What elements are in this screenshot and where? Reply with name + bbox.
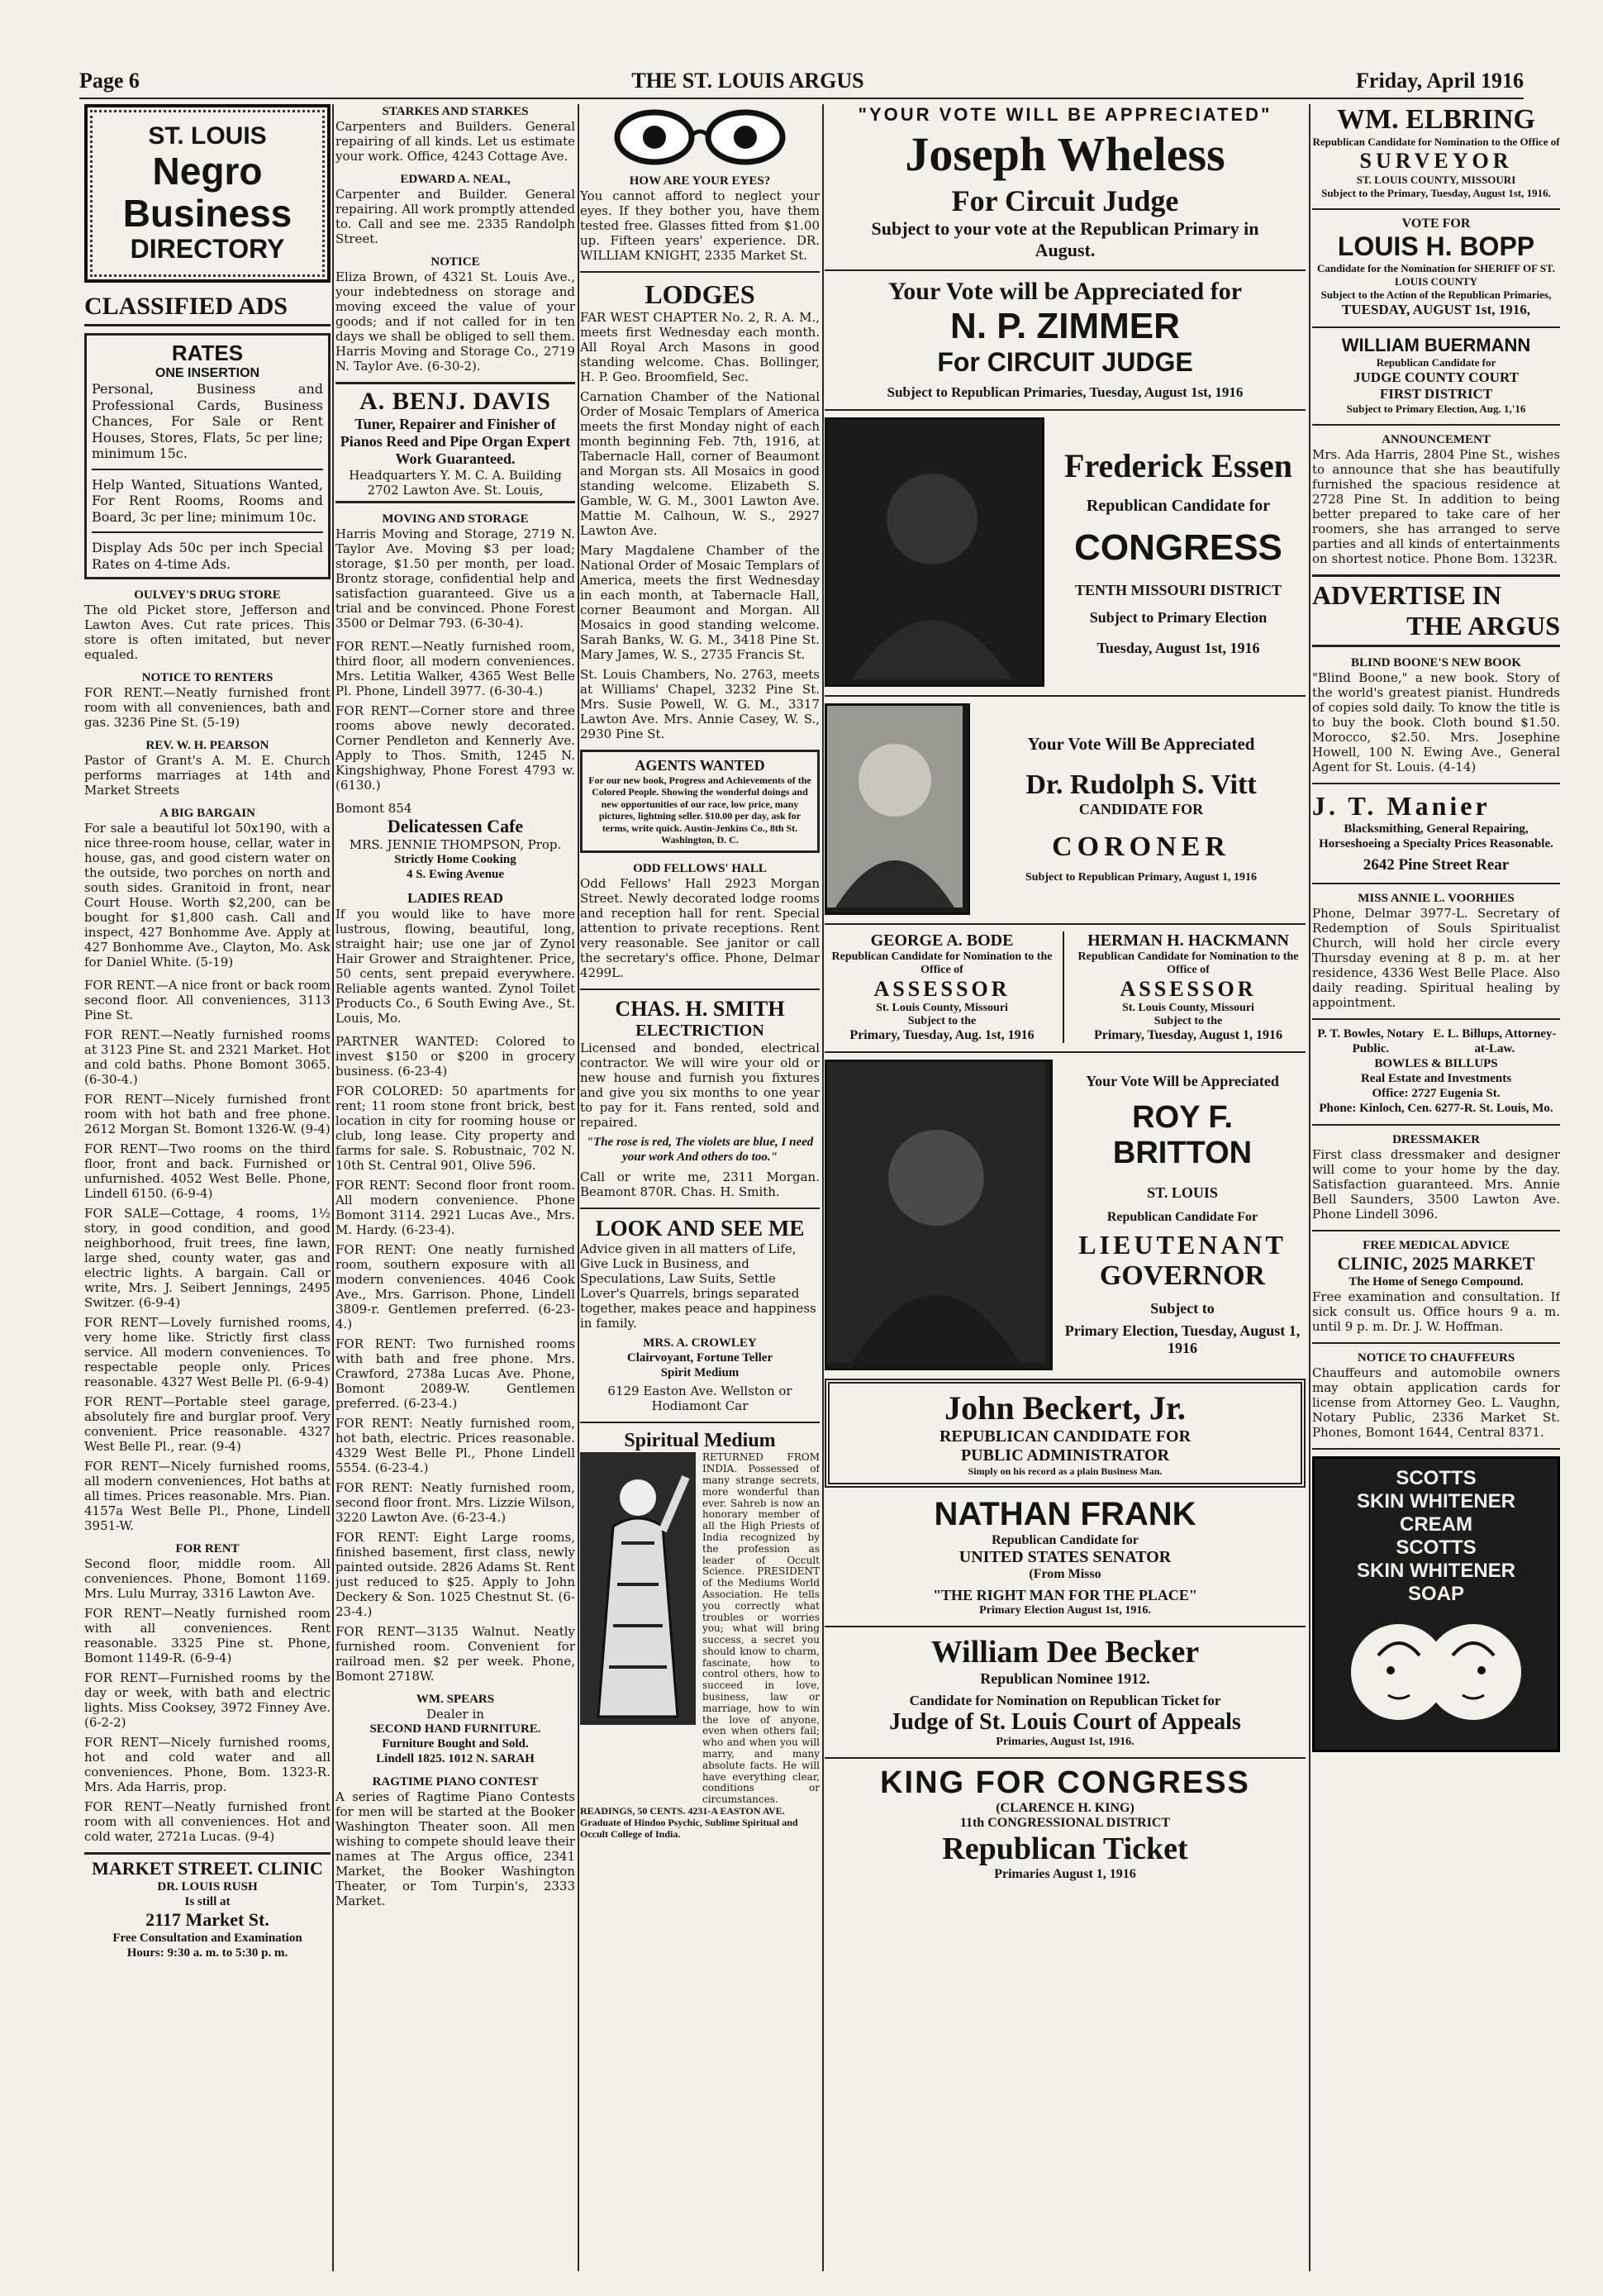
column-rule: [1309, 104, 1310, 2271]
essen-ad: [825, 417, 1306, 687]
paper-name: THE ST. LOUIS ARGUS: [631, 69, 864, 93]
britton-office-1: LIEUTENANT: [1078, 1229, 1287, 1260]
list-item: FOR RENT.—Neatly furnished room, third floor, all modern conveniences. Mrs. Letitia Walker, 4365 West Belle Pl. Phone, Lindell 3977. (6-30-4.): [335, 639, 575, 698]
smith-text: Licensed and bonded, electrical contractor. We will wire your old or new house and furnish you fixtures and give you six months to one year to pay for it. Fans rented, sold and repaired.: [580, 1041, 820, 1131]
becker-office: Judge of St. Louis Court of Appeals: [889, 1708, 1241, 1735]
manier-name: J. T. Manier: [1312, 791, 1491, 821]
bowles-ad: [1312, 1027, 1560, 1116]
hackmann-county: St. Louis County, Missouri: [1122, 1001, 1254, 1014]
zimmer-subject: Subject to Republican Primaries, Tuesday, August 1st, 1916: [887, 383, 1244, 400]
appreciated-line: "YOUR VOTE WILL BE APPRECIATED": [858, 104, 1272, 125]
look-text: Advice given in all matters of Life, Give Luck in Business, and Speculations, Law Suits, Settle Lover's Quarrels, brings separated together, makes peace and happiness in family.: [580, 1241, 816, 1331]
wheless-ad: [825, 104, 1306, 261]
robed-figure-icon: [580, 1452, 696, 1725]
spears-furniture: SECOND HAND FURNITURE.: [369, 1722, 541, 1736]
boone-heading: BLIND BOONE'S NEW BOOK: [1350, 656, 1522, 669]
bopp-name: LOUIS H. BOPP: [1337, 231, 1535, 261]
zimmer-line-1: Your Vote will be Appreciated for: [887, 277, 1243, 305]
essen-candidate: Republican Candidate for: [1086, 497, 1271, 516]
dressmaker-text: First class dressmaker and designer will come to your home by the day. Satisfaction guaranteed. Mrs. Annie Bell Saunders, 3500 Lawton Ave. Phone Lindell 3096.: [1312, 1147, 1560, 1222]
list-item: FOR RENT: Eight Large rooms, finished basement, first class, newly painted outside. 2826 Adams St. Rent just reduced to $25. Apply to John Deckery & Son. 1025 Chestnut St. (6-23-4.): [335, 1530, 575, 1619]
column-1: [84, 104, 331, 2271]
crowley-address: 6129 Easton Ave. Wellston or Hodiamont Car: [607, 1384, 792, 1414]
becker-ad: [825, 1634, 1306, 1749]
buermann-district: FIRST DISTRICT: [1379, 386, 1493, 402]
elbring-office: SURVEYOR: [1359, 149, 1513, 173]
spiritual-heading: Spiritual Medium: [624, 1430, 776, 1452]
bode-office: ASSESSOR: [873, 976, 1011, 1001]
list-item: FOR SALE—Cottage, 4 rooms, 1½ story, in good condition, and good neighborhood, fruit trees, fine lawn, large shed, county water, gas and electric lights. A bargain. Call or write, Mrs. J. Seibert Jennings, 2495 Switzer. (6-9-4): [84, 1206, 331, 1311]
zimmer-name: N. P. ZIMMER: [950, 305, 1180, 346]
eyes-ad: [580, 104, 820, 263]
bode-county: St. Louis County, Missouri: [876, 1001, 1008, 1014]
britton-candidate: Republican Candidate For: [1106, 1209, 1258, 1224]
bowles-notary: P. T. Bowles, Notary Public.: [1317, 1027, 1425, 1055]
manier-address: 2642 Pine Street Rear: [1363, 856, 1510, 874]
frank-candidate: Republican Candidate for: [992, 1532, 1139, 1547]
chauffeurs-text: Chauffeurs and automobile owners may obtain application cards for license from Attorney Geo. L. Vaughn, Notary Public, 2336 Market St. Phones, Bomont 1644, Central 8371.: [1312, 1365, 1560, 1440]
column-rule: [578, 104, 579, 2271]
beckert-ad: [825, 1379, 1306, 1488]
dressmaker-heading: DRESSMAKER: [1392, 1133, 1480, 1146]
advertise-line-1: ADVERTISE IN: [1312, 580, 1502, 610]
assessor-ads: [825, 931, 1306, 1043]
notice-text: Eliza Brown, of 4321 St. Louis Ave., your indebtedness on storage and moving exceed the value of your goods; and if not called for in ten days we shall be obliged to sell them. Harris Moving and Storage Co., 2719 N. Taylor Ave. (6-30-2).: [335, 269, 575, 374]
two-faces-icon: [1329, 1606, 1544, 1738]
bargain-heading: A BIG BARGAIN: [159, 807, 255, 821]
column-4: [825, 104, 1306, 2271]
list-item: FOR RENT: Neatly furnished room, hot bath, electric. Prices reasonable. 4329 West Belle Pl., Phone Lindell 5554. (6-23-4.): [335, 1416, 575, 1475]
vitt-subject: Subject to Republican Primary, August 1, 1916: [1025, 870, 1257, 884]
boone-text: "Blind Boone," a new book. Story of the world's greatest pianist. Hundreds of copies sold daily. To know the title is to buy the book. Cloth bound $1.50. Morocco, $2.50. Mrs. Josephine Howell, 100 N. Ewing Ave., General Agent for St. Louis. (4-14): [1312, 670, 1560, 774]
drug-store-text: The old Picket store, Jefferson and Lawton Aves. Cut rate prices. This store is often imitated, but never equaled.: [84, 603, 331, 663]
notice-heading: NOTICE: [430, 255, 480, 269]
manier-ad: [1312, 791, 1560, 874]
hackmann-name: HERMAN H. HACKMANN: [1087, 931, 1289, 950]
eyeglasses-icon: [609, 104, 791, 170]
classified-heading: CLASSIFIED ADS: [84, 293, 331, 326]
hackmann-candidate: Republican Candidate for Nomination to the Office of: [1077, 950, 1299, 976]
bopp-candidate: Candidate for the Nomination for SHERIFF OF ST. LOUIS COUNTY: [1317, 262, 1555, 288]
becker-nominee: Republican Nominee 1912.: [980, 1670, 1150, 1687]
deli-address: 4 S. Ewing Avenue: [406, 868, 505, 881]
essen-name: Frederick Essen: [1064, 447, 1292, 485]
vitt-candidate: CANDIDATE FOR: [1078, 800, 1204, 817]
chauffeurs-heading: NOTICE TO CHAUFFEURS: [1357, 1351, 1515, 1365]
elbring-name: WM. ELBRING: [1337, 104, 1535, 135]
becker-candidate: Candidate for Nomination on Republican Ticket for: [909, 1692, 1221, 1708]
buermann-subject: Subject to Primary Election, Aug. 1,'16: [1346, 403, 1526, 415]
pearson-text: Pastor of Grant's A. M. E. Church performs marriages at 14th and Market Streets: [84, 753, 331, 798]
list-item: FOR RENT—Lovely furnished rooms, very home like. Strictly first class service. All modern conveniences. To respectable people only. Prices reasonable. 4327 West Belle Pl. (6-9-4): [84, 1315, 331, 1390]
deli-ad: [335, 801, 575, 882]
list-item: FOR RENT.—Neatly furnished rooms at 3123 Pine St. and 2321 Market. Hot and cold baths. Phone Bomont 3065. (6-30-4.): [84, 1027, 331, 1088]
essen-date: Tuesday, August 1st, 1916: [1096, 640, 1260, 657]
davis-services: Tuner, Repairer and Finisher of Pianos Reed and Pipe Organ Expert Work Guaranteed.: [340, 416, 571, 467]
ladies-text: If you would like to have more lustrous, flowing, beautiful, long, straight hair; use one jar of Zynol Hair Grower and Straightener. Price, 50 cents, sent prepaid everywhere. Reliable agents wanted. Zynol Toilet Products Co., 6 South Ewing Ave., St. Louis, Mo.: [335, 907, 575, 1026]
clinic-hours: Hours: 9:30 a. m. to 5:30 p. m.: [126, 1946, 288, 1960]
spiritual-text: RETURNED FROM INDIA. Possessed of many strange secrets, more wonderful than ever. Sahreb is now an honorary member of all the High Priests of India recognized by the profession as leader of Occult Science. PRESIDENT of the Mediums World Association. He tells you correctly what troubles or worries you; what will bring success, a secret you should know to charm, fascinate, how to control others, how to succeed in love, business, law or marriage, how to win the love of anyone, even when others fail; who and when you will marry, and many absolute facts. He will have everything clear, conditions or circumstances.: [702, 1451, 820, 1806]
advertise-line-2: THE ARGUS: [1406, 611, 1560, 641]
rates-text-3: Display Ads 50c per inch Special Rates on 4-time Ads.: [92, 540, 323, 572]
rates-subtitle: ONE INSERTION: [155, 366, 260, 381]
bowles-phone: Phone: Kinloch, Cen. 6277-R. St. Louis, Mo.: [1319, 1102, 1553, 1115]
becker-name: William Dee Becker: [930, 1634, 1200, 1670]
crowley-medium: Spirit Medium: [660, 1366, 740, 1380]
starkes-heading: STARKES AND STARKES: [382, 105, 529, 118]
frank-name: NATHAN FRANK: [934, 1495, 1196, 1532]
hackmann-subject: Subject to the: [1153, 1014, 1223, 1027]
davis-ad: [335, 382, 575, 503]
spiritual-footer: READINGS, 50 CENTS. 4231-A EASTON AVE. Graduate of Hindoo Psychic, Sublime Spiritual and Occult College of India.: [580, 1805, 798, 1840]
bopp-ad: [1312, 217, 1560, 318]
bode-ad: [825, 931, 1064, 1043]
agents-box: [580, 750, 820, 853]
crowley-ad: [580, 1216, 820, 1413]
bode-name: GEORGE A. BODE: [870, 931, 1014, 950]
list-item: FOR RENT—Two rooms on the third floor, front and back. Furnished or unfurnished. 4052 West Belle. Phone, Lindell 6150. (6-9-4): [84, 1141, 331, 1202]
hackmann-date: Primary, Tuesday, August 1, 1916: [1093, 1027, 1283, 1042]
column-3: [580, 104, 820, 2271]
hackmann-office: ASSESSOR: [1120, 976, 1257, 1001]
bowles-firm: BOWLES & BILLUPS: [1374, 1057, 1498, 1070]
list-item: FOR RENT—Nicely furnished rooms, all modern conveniences, Hot baths at all times. Prices reasonable. Mrs. Pian. 4157a West Belle Pl., Phone, Lindell 3951-W.: [84, 1459, 331, 1534]
king-heading: KING FOR CONGRESS: [880, 1765, 1250, 1800]
elbring-ad: [1312, 104, 1560, 200]
announcement-text: Mrs. Ada Harris, 2804 Pine St., wishes to announce that she has beautifully furnished the spacious residence at 2728 Pine St. In addition to being better prepared to take care of her roomers, she has arranged to serve parties and all kinds of entertainments on shortest notice. Phone Bom. 1323R.: [1312, 447, 1560, 566]
renters-heading: NOTICE TO RENTERS: [141, 671, 274, 685]
king-ad: [825, 1765, 1306, 1882]
moving-text: Harris Moving and Storage, 2719 N. Taylor Ave. Moving $3 per load; storage, $1.50 per month, per load. Brontz storage, confidential help and satisfaction guaranteed. Give us a trial and be convinced. Phone Forest 3500 or Delmar 793. (6-30-4).: [335, 526, 575, 631]
spears-dealer: Dealer in: [426, 1707, 484, 1722]
vitt-portrait: [825, 703, 970, 915]
scotts-line-3: CREAM: [1400, 1513, 1472, 1536]
davis-heading: A. BENJ. DAVIS: [359, 388, 551, 415]
beckert-office: PUBLIC ADMINISTRATOR: [960, 1446, 1170, 1465]
britton-subject: Subject to: [1150, 1299, 1215, 1317]
crowley-title: Clairvoyant, Fortune Teller: [626, 1351, 773, 1365]
king-date: Primaries August 1, 1916: [994, 1866, 1136, 1881]
bode-candidate: Republican Candidate for Nomination to the Office of: [831, 950, 1053, 976]
crowley-name: MRS. A. CROWLEY: [643, 1336, 757, 1350]
bopp-vote: VOTE FOR: [1401, 217, 1471, 231]
clinic-still: Is still at: [184, 1895, 231, 1909]
frank-state: (From Misso: [1029, 1566, 1101, 1581]
lodges-text-3: Mary Magdalene Chamber of the National Order of Mosaic Templars of America, meets the first Wednesday in each month, at Tabernacle Hall, corner Beaumont and Morgan. All Mosaics in good standing welcome. Sarah Banks, W. G. M., 3418 Pine St. Mary James, W. S., 2735 Francis St.: [580, 543, 820, 662]
list-item: PARTNER WANTED: Colored to invest $150 or $200 in grocery business. (6-23-4): [335, 1034, 575, 1079]
vitt-line-1: Your Vote Will Be Appreciated: [1027, 733, 1255, 754]
smith-contact: Call or write me, 2311 Morgan. Beamont 870R. Chas. H. Smith.: [580, 1169, 820, 1200]
col2-ads-list: [335, 1034, 575, 1684]
agents-heading: AGENTS WANTED: [635, 757, 765, 774]
scotts-line-2: SKIN WHITENER: [1357, 1490, 1515, 1512]
britton-office-2: GOVERNOR: [1099, 1260, 1266, 1291]
rates-text-1: Personal, Business and Professional Cards, Business Chances, For Sale or Rent Houses, Stores, Flats, 5c per line; minimum 15c.: [92, 381, 323, 462]
bopp-subject: Subject to the Action of the Republican Primaries,: [1320, 288, 1552, 301]
list-item: FOR RENT: Neatly furnished room, second floor front. Mrs. Lizzie Wilson, 3220 Lawton Ave. (6-23-4.): [335, 1480, 575, 1525]
list-item: FOR RENT.—A nice front or back room second floor. All conveniences, 3113 Pine St.: [84, 978, 331, 1023]
bowles-office: Office: 2727 Eugenia St.: [1372, 1087, 1501, 1100]
voorhies-heading: MISS ANNIE L. VOORHIES: [1358, 892, 1515, 905]
ragtime-text: A series of Ragtime Piano Contests for men will be started at the Booker Washington Theater soon. All men wishing to compete should leave their names at The Argus office, 2341 Market, the Booker Washington Theater, or Tom Turpin's, 2333 Market.: [335, 1789, 575, 1908]
deli-prop: MRS. JENNIE THOMPSON, Prop.: [349, 837, 562, 852]
deli-phone: Bomont 854: [335, 801, 412, 816]
essen-subject: Subject to Primary Election: [1089, 609, 1268, 626]
buermann-office: JUDGE COUNTY COURT: [1353, 369, 1519, 385]
spears-bought: Furniture Bought and Sold.: [382, 1737, 529, 1751]
column-2: [335, 104, 575, 2271]
beckert-name: John Beckert, Jr.: [944, 1389, 1186, 1427]
britton-date: Primary Election, Tuesday, August 1, 1916: [1064, 1322, 1301, 1356]
clinic-doctor: DR. LOUIS RUSH: [157, 1880, 258, 1894]
rates-text-2: Help Wanted, Situations Wanted, For Rent Rooms, Rooms and Board, 3c per line; minimum 10c.: [92, 476, 323, 525]
elbring-county: ST. LOUIS COUNTY, MISSOURI: [1356, 174, 1516, 186]
rent-ads-list: [84, 978, 331, 1533]
rates-box: [84, 333, 331, 579]
ladies-heading: LADIES READ: [407, 890, 503, 906]
lodges-heading: LODGES: [645, 279, 755, 309]
page-number: Page 6: [79, 69, 140, 93]
list-item: FOR COLORED: 50 apartments for rent; 11 room stone front brick, best location in city for rooming house or club, long lease. City property and farms for sale. S. Robustnaic, 702 N. 10th St. Central 901, Olive 596.: [335, 1084, 575, 1173]
beckert-candidate: REPUBLICAN CANDIDATE FOR: [939, 1427, 1192, 1446]
renters-text: FOR RENT.—Neatly furnished front room with all conveniences, bath and gas. 3236 Pine St. (5-19): [84, 685, 331, 731]
neal-heading: EDWARD A. NEAL,: [400, 173, 511, 186]
moving-heading: MOVING AND STORAGE: [382, 512, 529, 526]
list-item: FOR RENT: Second floor front room. All modern convenience. Phone Bomont 3114. 2921 Lucas Ave., Mrs. M. Hardy. (6-23-4).: [335, 1178, 575, 1237]
wheless-office: For Circuit Judge: [951, 183, 1179, 217]
list-item: FOR RENT—Furnished rooms by the day or week, with bath and electric lights. Miss Cooksey, 3972 Finney Ave. (6-2-2): [84, 1670, 331, 1731]
essen-portrait: [825, 417, 1044, 687]
column-rule: [332, 104, 334, 2271]
odd-fellows-text: Odd Fellows' Hall 2923 Morgan Street. Newly decorated lodge rooms and reception hall for rent. Special attention to private receptions. Rent very reasonable. See janitor or call the secretary's office. Phone, Delmar 4299L.: [580, 876, 820, 981]
king-district: 11th CONGRESSIONAL DISTRICT: [959, 1815, 1171, 1830]
list-item: FOR RENT—Nicely furnished front room with hot bath and free phone. 2612 Morgan St. Bomont 1326-W. (9-4): [84, 1092, 331, 1137]
look-heading: LOOK AND SEE ME: [595, 1216, 805, 1241]
scotts-line-5: SKIN WHITENER: [1357, 1560, 1515, 1582]
lodges-text-2: Carnation Chamber of the National Order of Mosaic Templars of America meets the first Monday night of each month beginning Feb. 7th, 1916, at Tabernacle Hall, corner of Beaumont and Morgan sts. All Mosaics in good standing welcome. Elizabeth S. Gamble, W. G. M., 3001 Lawton Ave. Mattie M. Calhoun, W. S., 2927 Lawton Ave.: [580, 389, 820, 538]
clinic-consult: Free Consultation and Examination: [112, 1932, 302, 1946]
clinic-address: 2117 Market St.: [145, 1909, 269, 1931]
deli-cooking: Strictly Home Cooking: [394, 853, 516, 866]
king-name: (CLARENCE H. KING): [996, 1800, 1134, 1815]
britton-city: ST. LOUIS: [1147, 1184, 1218, 1201]
manier-services: Blacksmithing, General Repairing, Horseshoeing a Specialty Prices Reasonable.: [1319, 822, 1553, 850]
pearson-heading: REV. W. H. PEARSON: [145, 739, 269, 753]
bopp-date: TUESDAY, AUGUST 1st, 1916,: [1342, 302, 1530, 317]
hackmann-ad: [1071, 931, 1306, 1043]
essen-office: CONGRESS: [1074, 527, 1282, 569]
beckert-record: Simply on his record as a plain Business Man.: [968, 1465, 1163, 1477]
wheless-name: Joseph Wheless: [905, 127, 1225, 181]
buermann-name: WILLIAM BUERMANN: [1341, 335, 1531, 355]
issue-date: Friday, April 1916: [1356, 69, 1524, 93]
buermann-candidate: Republican Candidate for: [1376, 356, 1496, 369]
smith-poem: "The rose is red, The violets are blue, I need your work And others do too.": [586, 1136, 814, 1165]
wheless-subject: Subject to your vote at the Republican Primary in August.: [871, 217, 1259, 260]
scotts-line-6: SOAP: [1407, 1583, 1464, 1605]
davis-hq: Headquarters Y. M. C. A. Building: [349, 468, 562, 483]
directory-line-3: DIRECTORY: [130, 234, 285, 264]
rates-title: RATES: [171, 341, 244, 366]
frank-office: UNITED STATES SENATOR: [958, 1547, 1172, 1566]
medical-home: The Home of Senego Compound.: [1349, 1275, 1524, 1289]
frank-ad: [825, 1496, 1306, 1617]
scotts-line-1: SCOTTS: [1396, 1467, 1477, 1489]
directory-banner: [84, 104, 331, 283]
medical-clinic: CLINIC, 2025 MARKET: [1337, 1253, 1535, 1274]
column-rule: [822, 104, 824, 2271]
starkes-text: Carpenters and Builders. General repairing of all kinds. Let us estimate your work. Office, 4243 Cottage Ave.: [335, 119, 575, 164]
list-item: Second floor, middle room. All conveniences. Phone, Bomont 1169. Mrs. Lulu Murray, 3316 Lawton Ave.: [84, 1556, 331, 1602]
bargain-text: For sale a beautiful lot 50x190, with a nice three-room house, cellar, water in house, gas, and good cistern water on the outside, two porches on north and south sides. Granitoid in front, near Court House. Worth $2,200, can be bought for $1,800 cash. Call and inspect, 427 Bonhomme Ave. Apply at 427 Bonhomme Ave., Clayton, Mo. Ask for Daniel White. (5-19): [84, 821, 331, 970]
buermann-ad: [1312, 335, 1560, 416]
scotts-line-4: SCOTTS: [1396, 1536, 1477, 1559]
list-item: FOR RENT—Neatly furnished front room with all conveniences. Hot and cold water, 2721a Lucas. (9-4): [84, 1799, 331, 1845]
list-item: FOR RENT—3135 Walnut. Neatly furnished room. Convenient for railroad men. $2 per week. Phone, Bomont 2718W.: [335, 1624, 575, 1684]
spears-heading: WM. SPEARS: [416, 1693, 495, 1706]
eyes-text: You cannot afford to neglect your eyes. If they bother you, have them tested free. Glasses fitted from $1.00 up. Fifteen years' experience. DR. WILLIAM KNIGHT, 2335 Market St.: [580, 188, 820, 263]
spears-address: Lindell 1825. 1012 N. SARAH: [376, 1752, 535, 1765]
drug-store-heading: OULVEY'S DRUG STORE: [134, 588, 281, 603]
king-ticket: Republican Ticket: [942, 1831, 1188, 1866]
column-5: [1312, 104, 1560, 2271]
frank-date: Primary Election August 1st, 1916.: [979, 1603, 1151, 1617]
scotts-ad: [1312, 1456, 1560, 1752]
smith-heading: CHAS. H. SMITH: [615, 997, 785, 1022]
list-item: FOR RENT—Neatly furnished room with all conveniences. Rent reasonable. 3325 Pine st. Phone, Bomont 1149-R. (6-9-4): [84, 1606, 331, 1666]
britton-ad: [825, 1060, 1306, 1370]
smith-subheading: ELECTRICTION: [635, 1022, 764, 1041]
vitt-name: Dr. Rudolph S. Vitt: [1025, 769, 1257, 800]
bode-date: Primary, Tuesday, Aug. 1st, 1916: [849, 1027, 1035, 1042]
list-item: FOR RENT—Corner store and three rooms above newly decorated. Corner Pendleton and Kennerly Ave. Apply to Thos. Smith, 1245 N. Kingshighway, Phone Forest 4793 w. (6130.): [335, 703, 575, 793]
davis-address: 2702 Lawton Ave. St. Louis,: [367, 483, 544, 498]
britton-line-1: Your Vote Will be Appreciated: [1086, 1072, 1279, 1089]
advertise-ad: [1312, 574, 1560, 647]
odd-fellows-heading: ODD FELLOWS' HALL: [633, 862, 767, 876]
clinic-ad: [84, 1852, 331, 1960]
frank-slogan: "THE RIGHT MAN FOR THE PLACE": [933, 1586, 1197, 1603]
elbring-candidate: Republican Candidate for Nomination to the Office of: [1312, 136, 1560, 148]
voorhies-text: Phone, Delmar 3977-L. Secretary of Redemption of Souls Spiritualist Church, will hold her circle every Thursday evening at 8 p. m. at her residence, 4336 West Belle Place. Also daily reading. Spiritual healing by appointment.: [1312, 906, 1560, 1010]
lodges-text-4: St. Louis Chambers, No. 2763, meets at Williams' Chapel, 3232 Pine St. Mrs. Susie Powell, W. G. M., 3317 Lawton Ave. Mrs. Annie Casey, W. S., 2930 Pine St.: [580, 667, 820, 741]
essen-district: TENTH MISSOURI DISTRICT: [1074, 582, 1282, 599]
eyes-heading: HOW ARE YOUR EYES?: [629, 174, 771, 188]
page-header: [79, 64, 1524, 99]
for-rent-heading: FOR RENT: [175, 1542, 240, 1556]
billups-attorney: E. L. Billups, Attorney-at-Law.: [1433, 1027, 1557, 1055]
announcement-heading: ANNOUNCEMENT: [1382, 433, 1491, 446]
directory-line-1: ST. LOUIS: [148, 122, 267, 150]
directory-line-2: Negro Business: [122, 150, 293, 235]
smith-ad: [580, 997, 820, 1199]
clinic-heading: MARKET STREET. CLINIC: [92, 1858, 323, 1879]
rent-ads-list-2: [84, 1556, 331, 1844]
medical-heading: FREE MEDICAL ADVICE: [1363, 1239, 1510, 1252]
list-item: FOR RENT: Two furnished rooms with bath and free phone. Mrs. Crawford, 2738a Lucas Ave. Phone, Bomont 2089-W. Gentlemen preferred. (6-23-4.): [335, 1336, 575, 1411]
elbring-subject: Subject to the Primary, Tuesday, August 1st, 1916.: [1321, 187, 1551, 199]
spears-ad: [335, 1692, 575, 1766]
vitt-ad: [825, 703, 1306, 915]
deli-heading: Delicatessen Cafe: [387, 816, 524, 836]
agents-text: For our new book, Progress and Achievements of the Colored People. Showing the wonderful doings and new opportunities of our race, low price, many pictures, lightning seller. $10.00 per day, ask for terms, write quick. Austin-Jenkins Co., 8th St. Washington, D. C.: [588, 774, 811, 846]
vitt-office: CORONER: [1052, 831, 1230, 862]
medical-text: Free examination and consultation. If sick consult us. Office hours 9 a. m. until 9 p. m. Dr. J. W. Hoffman.: [1312, 1289, 1560, 1334]
britton-portrait: [825, 1060, 1053, 1370]
becker-date: Primaries, August 1st, 1916.: [996, 1735, 1134, 1748]
lodges-text-1: FAR WEST CHAPTER No. 2, R. A. M., meets first Wednesday each month. All Royal Arch Masons in good standing welcome. Chas. Bollinger, H. P. Geo. Broomfield, Sec.: [580, 310, 820, 384]
zimmer-office: For CIRCUIT JUDGE: [937, 346, 1193, 377]
bode-subject: Subject to the: [907, 1014, 977, 1027]
list-item: FOR RENT—Portable steel garage, absolutely fire and burglar proof. Very convenient. Price reasonable. 4327 West Belle Pl., rear. (9-4): [84, 1394, 331, 1455]
list-item: FOR RENT—Nicely furnished rooms, hot and cold water and all conveniences. Phone, Bom. 1323-R. Mrs. Ada Harris, prop.: [84, 1735, 331, 1795]
spiritual-ad: [580, 1430, 820, 1840]
list-item: FOR RENT: One neatly furnished room, southern exposure with all modern conveniences. 4046 Cook Ave., Mrs. Garrison. Phone, Lindell 3809-r. Gentlemen preferred. (6-23-4.): [335, 1242, 575, 1331]
ragtime-heading: RAGTIME PIANO CONTEST: [372, 1775, 539, 1789]
bowles-business: Real Estate and Investments: [1360, 1072, 1512, 1085]
britton-name: ROY F. BRITTON: [1112, 1099, 1253, 1170]
neal-text: Carpenter and Builder. General repairing. All work promptly attended to. Call and see me. 2335 Randolph Street.: [335, 187, 575, 246]
zimmer-ad: [825, 278, 1306, 401]
